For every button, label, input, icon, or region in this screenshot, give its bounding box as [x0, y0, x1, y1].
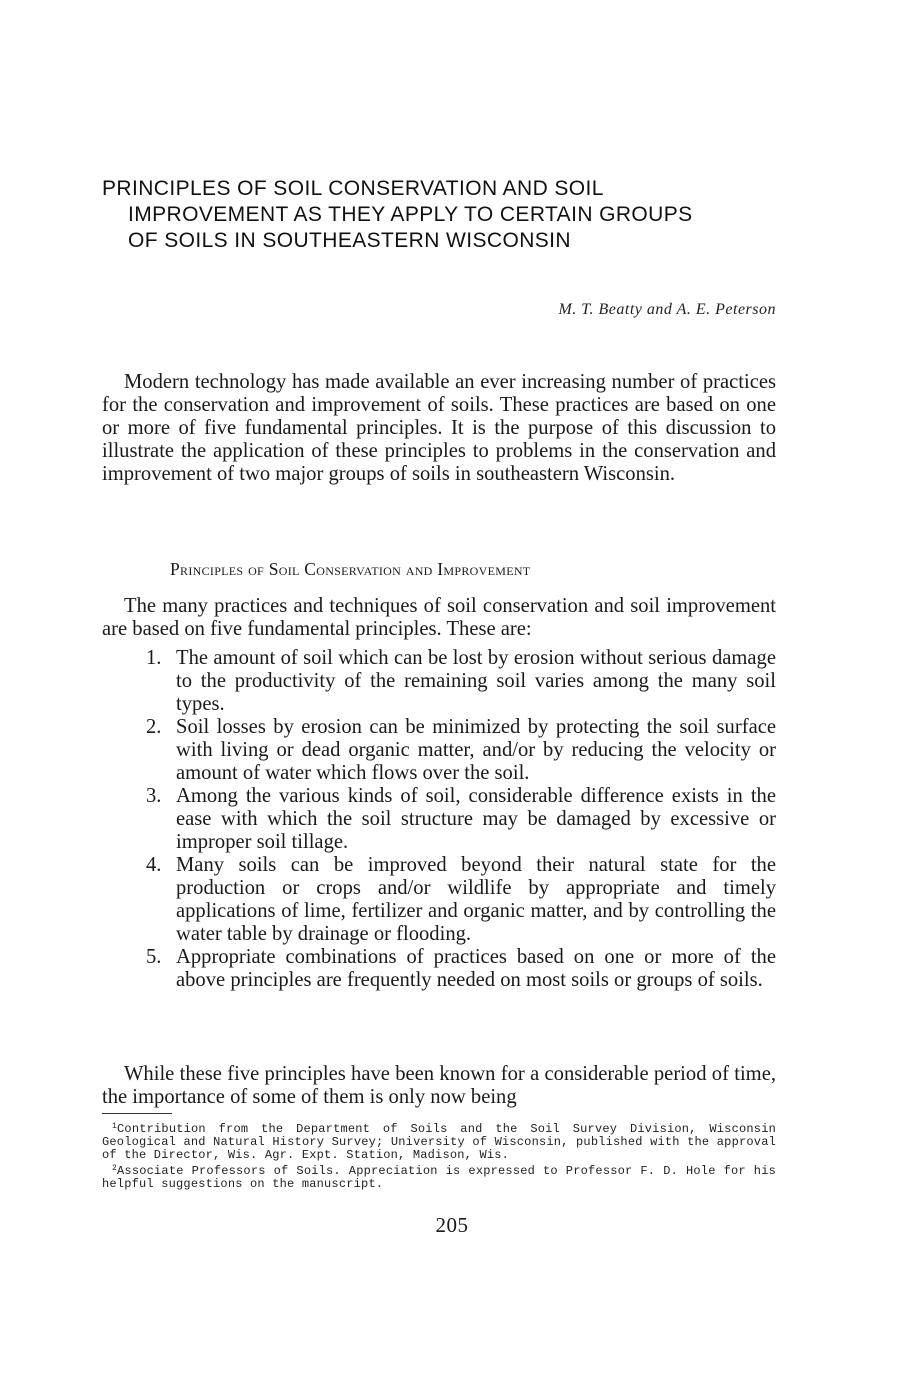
footnote: [102, 1162, 776, 1191]
footnotes: [102, 1120, 776, 1191]
list-item: [102, 946, 776, 992]
article-authors: M. T. Beatty and A. E. Peterson: [558, 301, 776, 318]
footnote-text: Contribution from the Department of Soils and the Soil Survey Division, Wisconsin Geological and Natural History Survey; University of Wisconsin, published with the approval of the Director, Wis. Agr. Expt. Station, Madison, Wis.: [102, 1122, 776, 1162]
title-line: PRINCIPLES OF SOIL CONSERVATION AND SOIL: [102, 177, 604, 200]
list-item: [102, 785, 776, 854]
list-item-text: Soil losses by erosion can be minimized by protecting the soil surface with living or dead organic matter, and/or by reducing the velocity or amount of water which flows over the soil.: [176, 716, 776, 784]
list-item-number: 2.: [146, 716, 162, 738]
list-item: [102, 854, 776, 946]
closing-paragraph: While these five principles have been known for a considerable period of time, the importance of some of them is only now being: [102, 1063, 776, 1108]
list-item-number: 5.: [146, 946, 162, 968]
list-item-text: Among the various kinds of soil, considerable difference exists in the ease with which the soil structure may be damaged by excessive or improper soil tillage.: [176, 785, 776, 853]
page-number: 205: [435, 1213, 469, 1237]
section-paragraph: The many practices and techniques of soil conservation and soil improvement are based on five fundamental principles. These are:: [102, 595, 776, 640]
list-item-text: Many soils can be improved beyond their natural state for the production or crops and/or wildlife by appropriate and timely applications of lime, fertilizer and organic matter, and by controlling the water table by drainage or flooding.: [176, 854, 776, 945]
title-line: OF SOILS IN SOUTHEASTERN WISCONSIN: [128, 229, 571, 252]
list-item-text: The amount of soil which can be lost by erosion without serious damage to the productivity of the remaining soil varies among the many soil types.: [176, 647, 776, 715]
section-heading: Principles of Soil Conservation and Improvement: [170, 559, 531, 579]
list-item-number: 3.: [146, 785, 162, 807]
footnote-mark: 1: [112, 1122, 118, 1131]
title-line: IMPROVEMENT AS THEY APPLY TO CERTAIN GROUPS: [128, 203, 693, 226]
list-item-number: 4.: [146, 854, 162, 876]
footnote-mark: 2: [112, 1164, 118, 1173]
footnote-text: Associate Professors of Soils. Appreciation is expressed to Professor F. D. Hole for his helpful suggestions on the manuscript.: [102, 1164, 776, 1191]
footnote: [102, 1120, 776, 1162]
list-item-number: 1.: [146, 647, 162, 669]
article-title: [102, 176, 782, 254]
principles-list: [102, 647, 776, 992]
footnote-divider: [102, 1113, 172, 1114]
list-item-text: Appropriate combinations of practices based on one or more of the above principles are frequently needed on most soils or groups of soils.: [176, 946, 776, 991]
list-item: [102, 647, 776, 716]
list-item: [102, 716, 776, 785]
intro-paragraph: Modern technology has made available an ever increasing number of practices for the conservation and improvement of soils. These practices are based on one or more of five fundamental principles. It is the purpose of this discussion to illustrate the application of these principles to problems in the conservation and improvement of two major groups of soils in southeastern Wisconsin.: [102, 371, 776, 485]
